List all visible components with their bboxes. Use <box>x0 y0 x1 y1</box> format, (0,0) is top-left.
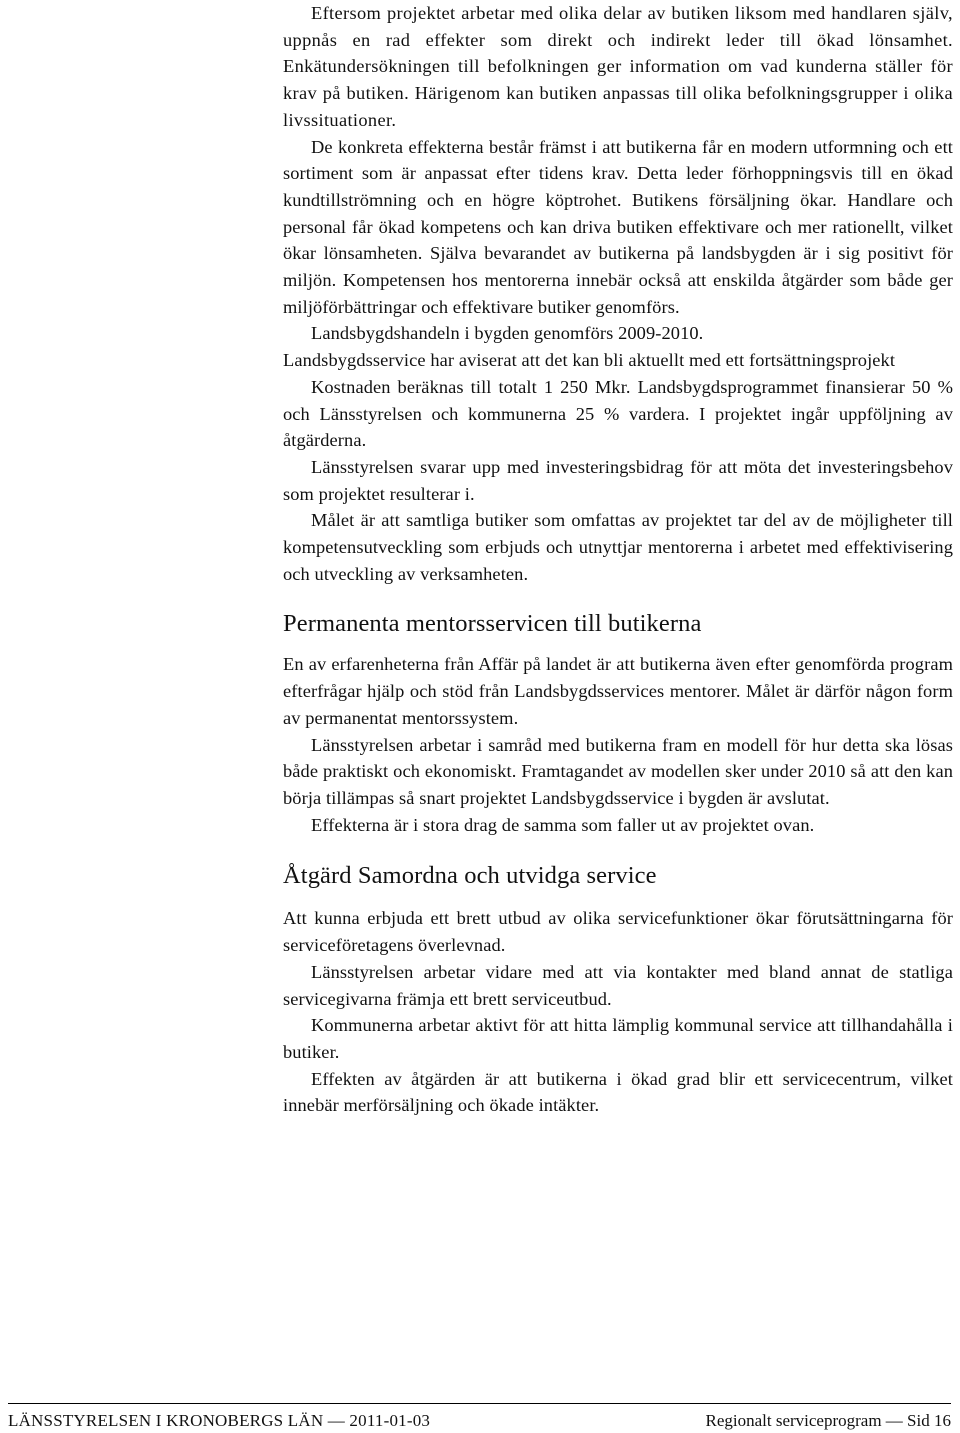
paragraph: Målet är att samtliga butiker som omfattas av projektet tar del av de möjligheter till kompetensutveckling som erbjuds och utnyttjar mentorerna i arbetet med effektivisering och utveckling av verksamheten. <box>283 510 953 584</box>
footer-page-number: Regionalt serviceprogram — Sid 16 <box>705 1411 951 1430</box>
paragraph: Länsstyrelsen arbetar vidare med att via kontakter med bland annat de statliga servicegivarna främja ett brett serviceutbud. <box>283 961 953 1009</box>
page-footer <box>8 1403 951 1432</box>
section-heading: Permanenta mentorsservicen till butikerna <box>283 610 702 638</box>
paragraph: Landsbygdsservice har aviserat att det kan bli aktuellt med ett fortsättningsprojekt <box>283 350 896 371</box>
paragraph: Länsstyrelsen svarar upp med investeringsbidrag för att möta det investeringsbehov som projektet resulterar i. <box>283 456 953 504</box>
page-body <box>283 0 953 1119</box>
paragraph: Effekten av åtgärden är att butikerna i ökad grad blir ett servicecentrum, vilket innebär merförsäljning och ökade intäkter. <box>283 1068 953 1116</box>
paragraph: Att kunna erbjuda ett brett utbud av olika servicefunktioner ökar förutsättningarna för serviceföretagens överlevnad. <box>283 908 953 956</box>
paragraph: En av erfarenheterna från Affär på landet är att butikerna även efter genomförda program efterfrågar hjälp och stöd från Landsbygdsservices mentorer. Målet är därför någon form av permanentat mentorssystem. <box>283 654 953 728</box>
paragraph: Effekterna är i stora drag de samma som faller ut av projektet ovan. <box>311 814 815 835</box>
paragraph: Kommunerna arbetar aktivt för att hitta lämplig kommunal service att tillhandahålla i butiker. <box>283 1015 953 1062</box>
paragraph: Länsstyrelsen arbetar i samråd med butikerna fram en modell för hur detta ska lösas både praktiskt och ekonomiskt. Framtagandet av modellen sker under 2010 så att den kan börja tillämpas så snart projektet Landsbygdsservice i bygden är avslutat. <box>283 734 953 808</box>
paragraph: Eftersom projektet arbetar med olika delar av butiken liksom med handlaren själv, uppnås en rad effekter som direkt och indirekt leder till ökad lönsamhet. Enkätundersökningen till befolkningen ger information om vad kunderna ställer för krav på butiken. Härigenom kan butiken anpassas till olika befolkningsgrupper i olika livssituationer. <box>283 3 953 130</box>
footer-organization-date: LÄNSSTYRELSEN I KRONOBERGS LÄN — 2011-01-03 <box>8 1411 431 1430</box>
paragraph: Landsbygdshandeln i bygden genomförs 2009-2010. <box>311 323 704 344</box>
paragraph: Kostnaden beräknas till totalt 1 250 Mkr. Landsbygdsprogrammet finansierar 50 % och Länsstyrelsen och kommunerna 25 % vardera. I projektet ingår uppföljning av åtgärderna. <box>283 376 953 451</box>
section-heading: Åtgärd Samordna och utvidga service <box>283 862 657 890</box>
paragraph: De konkreta effekterna består främst i att butikerna får en modern utformning och ett sortiment som är anpassat efter tidens krav. Detta leder förhoppningsvis till en ökad kundtillströmning och en högre köptrohet. Butikens försäljning ökar. Handlare och personal får ökad kompetens och kan driva butiken effektivare och mer rationellt, vilket ökar lönsamheten. Själva bevarandet av butikerna på landsbygden är i sig positivt för miljön. Kompetensen hos mentorerna innebär också att enskilda åtgärder som både ger miljöförbättringar och effektivare butiker genomförs. <box>283 136 953 317</box>
